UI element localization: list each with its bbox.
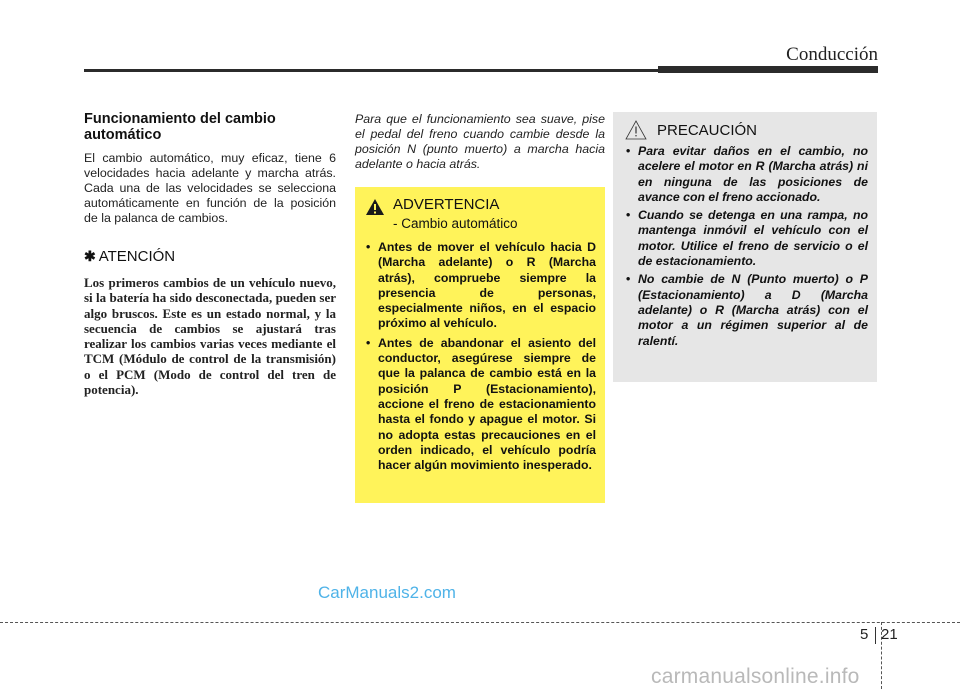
watermark-site[interactable]: carmanualsonline.info <box>651 665 860 688</box>
left-column <box>84 112 336 397</box>
chapter-title: Conducción <box>786 44 878 65</box>
attention-title: ATENCIÓN <box>98 248 176 265</box>
caution-item: • Cuando se detenga en una rampa, no mantenga inmóvil el vehículo con el motor. Utilice el freno de servicio o el de estacionamiento. <box>625 208 868 269</box>
caution-title: PRECAUCIÓN <box>657 121 758 139</box>
warning-icon <box>365 198 385 216</box>
caution-item: • Para evitar daños en el cambio, no acelere el motor en R (Marcha atrás) ni en ninguna de las posiciones de avance con el freno accionado. <box>625 144 868 205</box>
footer-divider <box>0 622 960 623</box>
header-rule <box>84 69 661 72</box>
header-rule-accent <box>658 66 878 73</box>
warning-item: • Antes de mover el vehículo hacia D (Marcha adelante) o R (Marcha atrás), compruebe siempre la presencia de personas, especialmente niños, en el espacio próximo al vehículo. <box>365 240 596 332</box>
section-heading: Funcionamiento del cambio automático <box>84 111 276 143</box>
warning-box <box>355 187 605 503</box>
warning-title: ADVERTENCIA <box>393 196 500 213</box>
page-number-divider <box>875 627 876 644</box>
shift-tip: Para que el funcionamiento sea suave, pise el pedal del freno cuando cambie desde la posición N (punto muerto) a marcha hacia adelante o hacia atrás. <box>355 112 605 171</box>
attention-body: Los primeros cambios de un vehículo nuevo, si la batería ha sido desconectada, pueden ser algo bruscos. Este es un estado normal, y la secuencia de cambios se ajustará tras realizar los cambios varias veces mediante el TCM (Módulo de control de la transmisión) o el PCM (Modo de control del tren de potencia). <box>84 275 336 398</box>
section-body: El cambio automático, muy eficaz, tiene 6 velocidades hacia adelante y marcha atrás. Cada una de las velocidades se selecciona automáticamente en función de la posición de la palanca de cambios. <box>84 151 336 225</box>
chapter-number: 5 <box>860 626 869 643</box>
warning-list <box>365 240 596 473</box>
caution-header <box>625 120 868 140</box>
warning-header <box>365 197 596 216</box>
caution-list <box>625 144 868 349</box>
caution-item: • No cambie de N (Punto muerto) o P (Estacionamiento) a D (Marcha adelante) o R (Marcha atrás) con el motor a un régimen superior al de ralentí. <box>625 272 868 348</box>
attention-heading <box>84 248 336 265</box>
page-number: 21 <box>881 626 898 643</box>
caution-box <box>613 112 877 382</box>
asterisk-icon: ✱ <box>84 248 96 264</box>
watermark-link[interactable]: CarManuals2.com <box>318 583 456 602</box>
warning-item: • Antes de abandonar el asiento del conductor, asegúrese siempre de que la palanca de cambio está en la posición P (Estacionamiento), accione el freno de estacionamiento hasta el fondo y apague el motor. Si no adopta estas precauciones en el orden indicado, el vehículo podría hacer algún movimiento inesperado. <box>365 336 596 474</box>
warning-subtitle: - Cambio automático <box>393 216 518 231</box>
caution-icon <box>625 120 647 140</box>
